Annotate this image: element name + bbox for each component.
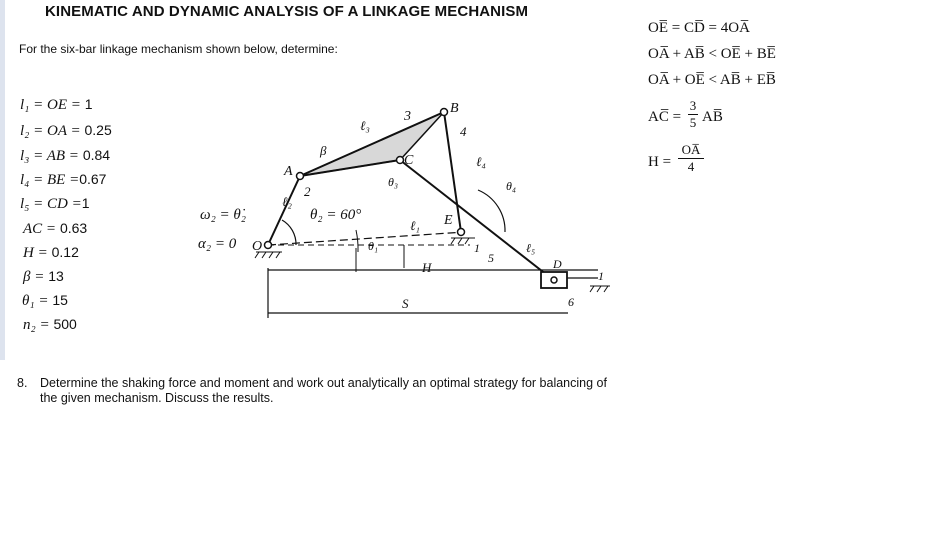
point-a-label: A (284, 164, 293, 179)
question-text: Determine the shaking force and moment and work out analytically an optimal strategy for balancing of the given mechanism. Discuss the results. (40, 376, 607, 405)
point-o-label: O (252, 239, 263, 254)
ground-hatch (465, 238, 469, 244)
point-d-label: D (553, 257, 562, 271)
length-l3-label: ℓ₃ (360, 118, 370, 133)
intro-text: For the six-bar linkage mechanism shown below, determine: (19, 42, 338, 56)
length-l1-label: ℓ₁ (410, 218, 420, 233)
crank-oa (268, 176, 300, 245)
param-row (20, 96, 93, 114)
theta2-label: θ₂ = 60° (310, 207, 362, 223)
link-5-label: 5 (488, 251, 494, 265)
param-value: 0.67 (79, 171, 107, 187)
param-value: 1 (84, 96, 93, 112)
joint-c (397, 157, 404, 164)
param-symbol: l₁ = OE = (20, 97, 81, 113)
theta2-arc (282, 220, 296, 245)
joint-d (551, 277, 557, 283)
relation-5-lhs: H = (648, 154, 672, 170)
param-value: 0.25 (84, 122, 112, 138)
param-symbol: H = (23, 245, 48, 261)
param-row (20, 195, 90, 213)
question-number: 8. (17, 376, 28, 390)
linkage-diagram (180, 88, 650, 328)
param-row (23, 244, 79, 262)
relation-4-lhs: AC̅ = (648, 109, 682, 125)
ground-hatch (458, 238, 462, 244)
param-symbol: l₅ = CD = (20, 196, 82, 212)
ground-hatch (276, 252, 280, 258)
param-row (20, 147, 110, 165)
point-b-label: B (450, 101, 459, 116)
length-l4-label: ℓ₄ (476, 154, 486, 169)
relation-3: OA̅ + OE̅ < AB̅ + EB̅ (648, 72, 776, 88)
fraction-numerator: 3 (689, 98, 697, 113)
param-row (20, 171, 106, 189)
param-symbol: l₄ = BE = (20, 172, 80, 188)
param-value: 0.84 (82, 147, 111, 163)
param-symbol: n₂ = (23, 317, 50, 333)
param-value: 15 (52, 292, 68, 308)
ground-hatch (262, 252, 266, 258)
length-l2-label: ℓ₂ (282, 194, 292, 209)
fraction-denominator: 4 (687, 159, 695, 174)
omega-label: ω₂ = θ̇₂ (200, 207, 247, 223)
point-e-label: E (444, 213, 453, 228)
link-1-label: 1 (598, 269, 604, 283)
link-4-label: 4 (460, 124, 467, 139)
param-symbol: β = (23, 269, 45, 285)
joint-o (265, 242, 272, 249)
link-1-label: 1 (474, 241, 480, 255)
relation-4-fraction (688, 98, 698, 131)
theta1-label: θ₁ (368, 239, 379, 253)
param-symbol: θ₁ = (22, 293, 49, 309)
relation-2: OA̅ + AB̅ < OE̅ + BE̅ (648, 46, 776, 62)
length-l5-label: ℓ₅ (526, 241, 536, 255)
param-value: 13 (48, 268, 64, 284)
ground-hatch (604, 286, 608, 292)
param-row (22, 292, 68, 310)
joint-e (458, 229, 465, 236)
param-symbol: l₃ = AB = (20, 148, 79, 164)
param-value: 500 (53, 316, 77, 332)
fraction-denominator: 5 (689, 115, 697, 130)
joint-a (297, 173, 304, 180)
param-value: 0.12 (51, 244, 79, 260)
beta-label: β (320, 143, 327, 158)
fraction-numerator: OA̅ (681, 142, 701, 157)
relation-1: OE̅ = CD̅ = 4OA̅ (648, 20, 750, 36)
param-row (23, 316, 77, 334)
ground-hatch (590, 286, 594, 292)
ground-link-oe (268, 232, 465, 245)
param-symbol: AC = (23, 221, 57, 237)
ground-hatch (269, 252, 273, 258)
alpha-label: α₂ = 0 (198, 236, 237, 252)
relation-4-rhs: AB̅ (702, 109, 723, 125)
link-3-label: 3 (404, 109, 411, 124)
theta3-label: θ₃ (388, 175, 399, 189)
link-2-label: 2 (304, 184, 311, 199)
joint-b (441, 109, 448, 116)
link-6-label: 6 (568, 295, 574, 309)
point-c-label: C (404, 153, 414, 168)
param-row (23, 268, 64, 286)
ground-hatch (451, 238, 455, 244)
param-row (23, 220, 87, 238)
theta4-arc (478, 190, 505, 232)
param-value: 1 (81, 195, 90, 211)
param-value: 0.63 (59, 220, 88, 236)
s-label: S (402, 296, 409, 311)
theta4-label: θ₄ (506, 179, 517, 193)
param-row (20, 122, 112, 140)
page-title: KINEMATIC AND DYNAMIC ANALYSIS OF A LINKAGE MECHANISM (45, 3, 529, 20)
param-symbol: l₂ = OA = (20, 123, 81, 139)
h-label: H (422, 260, 432, 275)
ground-hatch (597, 286, 601, 292)
left-edge-strip (0, 0, 5, 360)
relation-5-fraction (678, 142, 704, 175)
